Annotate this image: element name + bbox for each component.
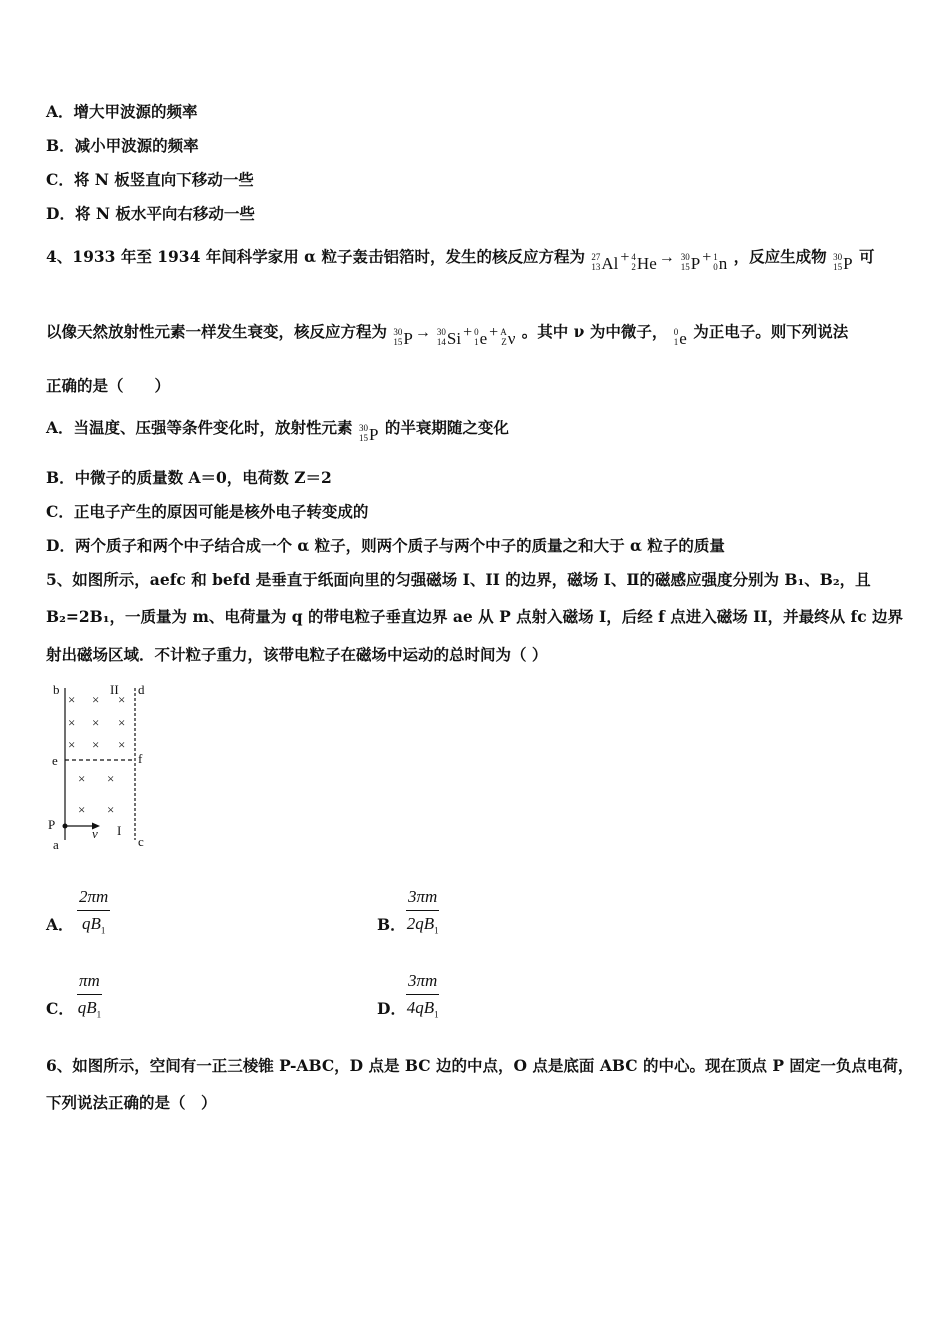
label-b: b [53,682,60,697]
nuclide-p: 30 15 P [680,252,701,273]
label-f: f [138,751,143,766]
nuclide-p-option: 30 15 P [358,423,379,444]
nuclide-si: 30 14 Si [436,327,462,348]
label-c: c [138,834,144,849]
q4-option-d: D．两个质子和两个中子结合成一个 α 粒子，则两个质子与两个中子的质量之和大于 α 粒子的质量 [46,536,725,555]
q5-option-c-fraction: $\frac{\pi m}{qB_1}$ [77,971,102,1020]
q6-line-1: 6、如图所示，空间有一正三棱锥 P-ABC，D 点是 BC 边的中点，O 点是底面 ABC 的中心。现在顶点 P 固定一负点电荷， [46,1056,914,1075]
q3-option-c: C．将 N 板竖直向下移动一些 [46,170,254,189]
q3-option-b: B．减小甲波源的频率 [46,136,199,155]
svg-text:×: × [78,771,86,786]
svg-text:×: × [118,737,126,752]
q5-line-1: 5、如图所示，aefc 和 befd 是垂直于纸面向里的匀强磁场 I、II 的边界，磁场 I、Ⅱ的磁感应强度分别为 B₁、B₂，且 [46,570,871,589]
svg-text:×: × [78,802,86,817]
reaction-equation-1: 27 13 Al + 4 2 He → 30 15 P + 1 0 n [591,249,728,273]
q5-option-d-label: D． [377,999,406,1018]
label-d: d [138,682,145,697]
label-p: P [48,817,56,832]
field-ii-crosses [68,692,125,752]
label-v: v [92,826,98,841]
svg-text:×: × [92,737,100,752]
q5-line-3: 射出磁场区域．不计粒子重力，该带电粒子在磁场中运动的总时间为（ ） [46,645,548,664]
svg-text:×: × [68,715,76,730]
svg-text:×: × [107,771,115,786]
q4-line-2 [46,322,848,349]
svg-text:×: × [107,802,115,817]
q5-option-c-label: C． [46,999,74,1018]
q4-option-b: B．中微子的质量数 A＝0，电荷数 Z＝2 [46,468,332,487]
q5-line-2: B₂=2B₁，一质量为 m、电荷量为 q 的带电粒子垂直边界 ae 从 P 点射入磁场 I，后经 f 点进入磁场 II，并最终从 fc 边界 [46,607,904,626]
nuclide-al: 27 13 Al [591,252,619,273]
field-i-crosses [78,771,114,817]
arrow-icon: → [658,249,675,266]
q6-line-2: 下列说法正确的是（ ） [46,1093,217,1112]
q4-stem-text-5: 。其中 ν 为中微子， [521,322,668,341]
q4-stem-text-6: 为正电子。则下列说法 [693,322,849,341]
nuclide-he: 4 2 He [631,252,657,273]
label-i: I [117,823,122,838]
nuclide-e: 0 1 e [474,327,488,348]
q4-option-c: C．正电子产生的原因可能是核外电子转变成的 [46,502,369,521]
label-a: a [53,837,59,852]
q3-option-a: A．增大甲波源的频率 [46,102,198,121]
nuclide-p-product: 30 15 P [833,252,853,273]
q4-option-a: A．当温度、压强等条件变化时，放射性元素 30 15 P 的半衰期随之变化 [46,418,509,444]
reaction-equation-2: 30 15 P → 30 14 Si + 0 1 e + A Z ν [393,324,516,348]
q5-option-a-label: A． [46,915,74,934]
svg-text:×: × [68,692,76,707]
label-e: e [52,753,58,768]
q5-option-b-label: B． [377,915,406,934]
q4-stem-text-2: ，反应生成物 [733,247,827,266]
q4-line-1 [46,247,874,274]
q4-line-3: 正确的是（ ） [46,376,171,395]
q5-option-a-fraction: $\frac{2\pi m}{qB_1}$ [79,887,109,936]
nuclide-nu: A Z ν [500,327,516,348]
label-ii: II [110,682,119,697]
q5-option-b-fraction: $\frac{3\pi m}{2qB_1}$ [406,887,439,936]
q4-stem-text-4: 以像天然放射性元素一样发生衰变，核反应方程为 [46,322,388,341]
q4-stem-text-1: 4、1933 年至 1934 年间科学家用 α 粒子轰击铝箔时，发生的核反应方程为 [46,247,585,266]
nuclide-positron: 0 1 e [673,327,687,348]
svg-text:×: × [118,692,126,707]
magnetic-field-figure [40,680,160,855]
svg-text:×: × [92,692,100,707]
q4-stem-text-3: 可 [858,247,875,266]
arrow-icon: → [414,324,431,341]
svg-text:×: × [118,715,126,730]
svg-text:×: × [92,715,100,730]
q3-option-d: D．将 N 板水平向右移动一些 [46,204,255,223]
q5-option-d-fraction: $\frac{3\pi m}{4qB_1}$ [406,971,439,1020]
svg-text:×: × [68,737,76,752]
nuclide-n: 1 0 n [713,252,728,273]
